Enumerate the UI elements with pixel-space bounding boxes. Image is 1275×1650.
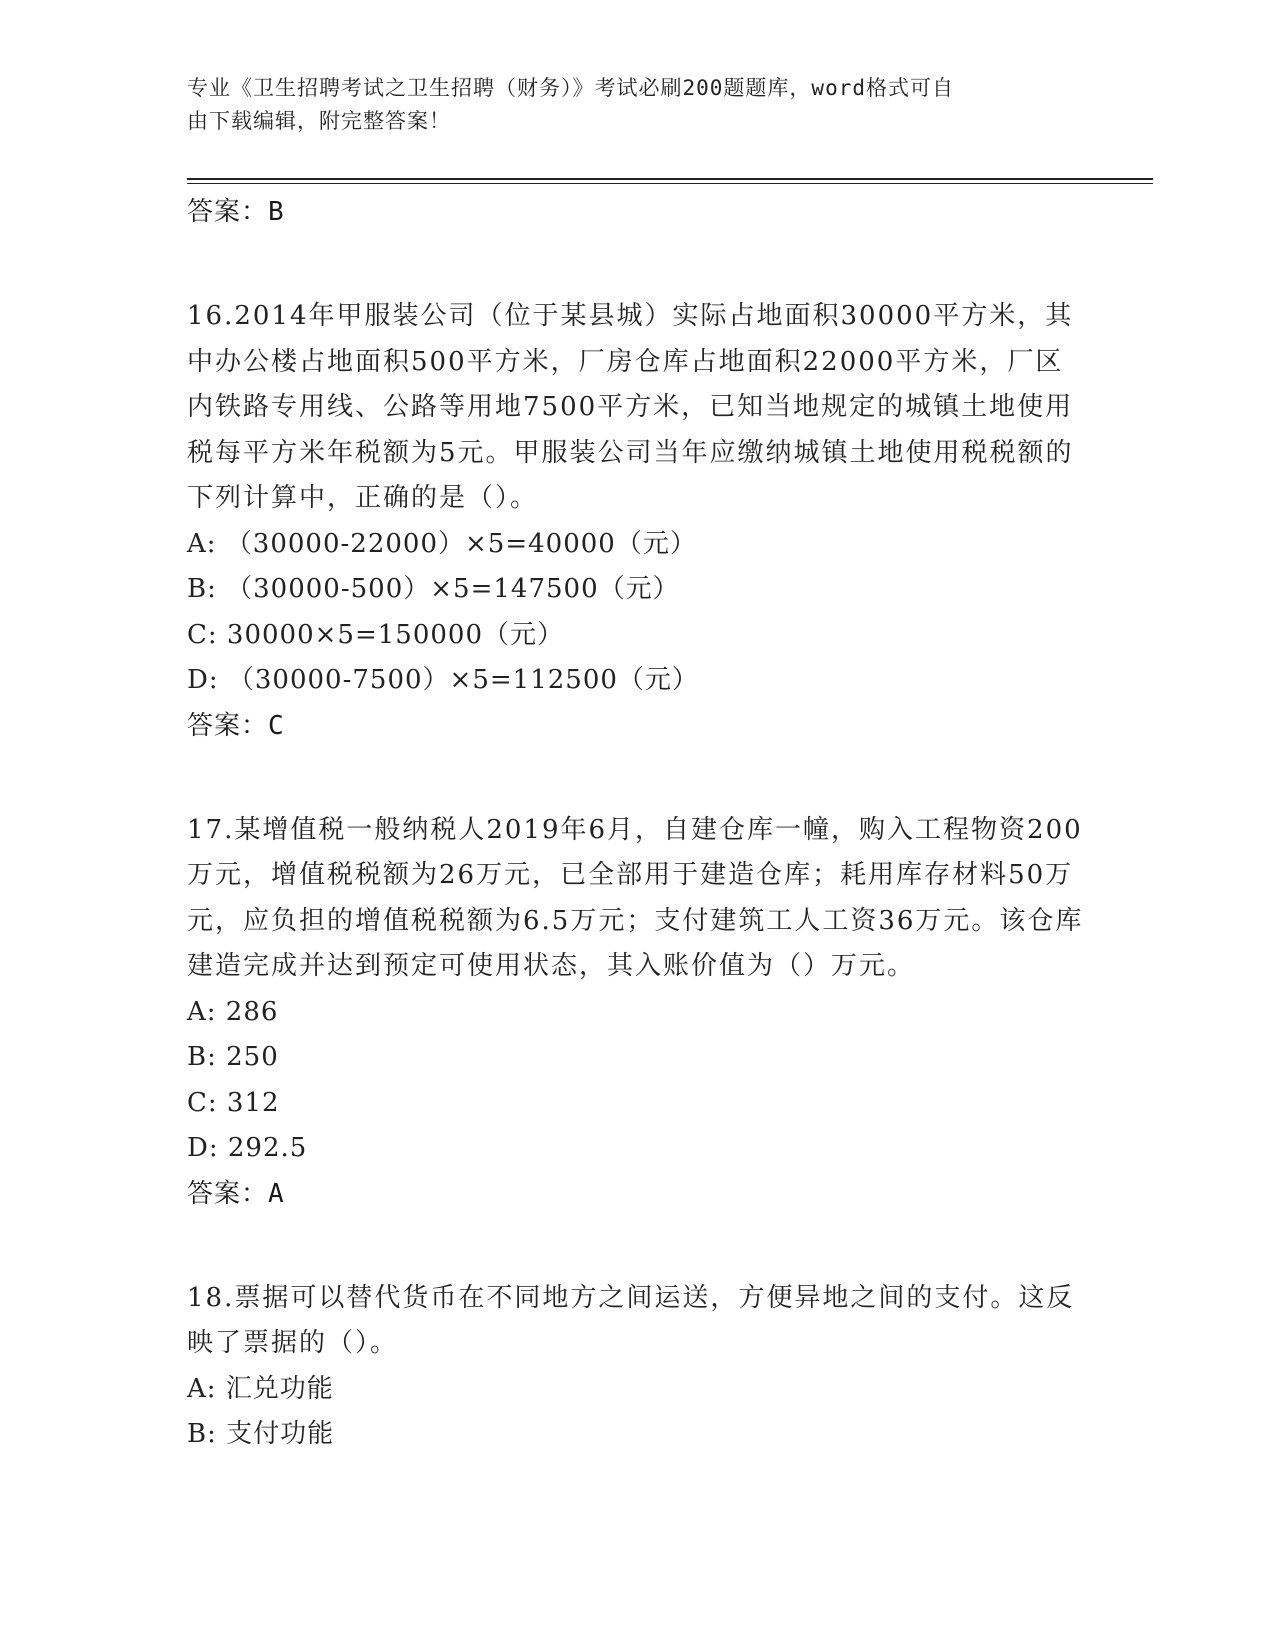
answer-17: 答案：A (187, 1178, 285, 1209)
question-16-option-b: B: （30000-500）×5=147500（元） (187, 574, 680, 604)
header-rule-thin (187, 183, 1153, 184)
question-18: 18.票据可以替代货币在不同地方之间运送，方便异地之间的支付。这反映了票据的（）。 (187, 1282, 1075, 1358)
header-line-1: 专业《卫生招聘考试之卫生招聘（财务）》考试必刷200题题库，word格式可自 (187, 76, 954, 100)
question-16-option-a: A: （30000-22000）×5=40000（元） (187, 528, 697, 559)
spacer (187, 1216, 1087, 1276)
question-16-option-d: D: （30000-7500）×5=112500（元） (187, 665, 699, 695)
header-rule-thick (187, 178, 1153, 180)
header-line-2: 由下载编辑，附完整答案！ (187, 109, 451, 133)
question-17: 17.某增值税一般纳税人2019年6月，自建仓库一幢，购入工程物资200万元，增值税税额为26万元，已全部用于建造仓库；耗用库存材料50万元，应负担的增值税税额为6.5万元；支付建筑工人工资36万元。该仓库建造完成并达到预定可使用状态，其入账价值为（）万元。 (187, 814, 1084, 981)
question-17-option-a: A: 286 (187, 996, 279, 1027)
spacer (187, 234, 1087, 294)
question-17-option-d: D: 292.5 (187, 1133, 308, 1163)
question-16: 16.2014年甲服装公司（位于某县城）实际占地面积30000平方米，其中办公楼占地面积500平方米，厂房仓库占地面积22000平方米，厂区内铁路专用线、公路等用地7500平方米，已知当地规定的城镇土地使用税每平方米年税额为5元。甲服装公司当年应缴纳城镇土地使用税税额的下列计算中，正确的是（）。 (187, 301, 1074, 513)
document-header (187, 72, 1067, 138)
document-body (187, 190, 1087, 1458)
question-18-option-a: A: 汇兑功能 (187, 1373, 334, 1404)
question-17-option-b: B: 250 (187, 1042, 279, 1072)
question-18-option-b: B: 支付功能 (187, 1419, 335, 1449)
question-17-option-c: C: 312 (187, 1087, 280, 1118)
spacer (187, 748, 1087, 808)
question-16-option-c: C: 30000×5=150000（元） (187, 619, 564, 650)
answer-15: 答案：B (187, 197, 285, 227)
answer-16: 答案：C (187, 710, 285, 741)
